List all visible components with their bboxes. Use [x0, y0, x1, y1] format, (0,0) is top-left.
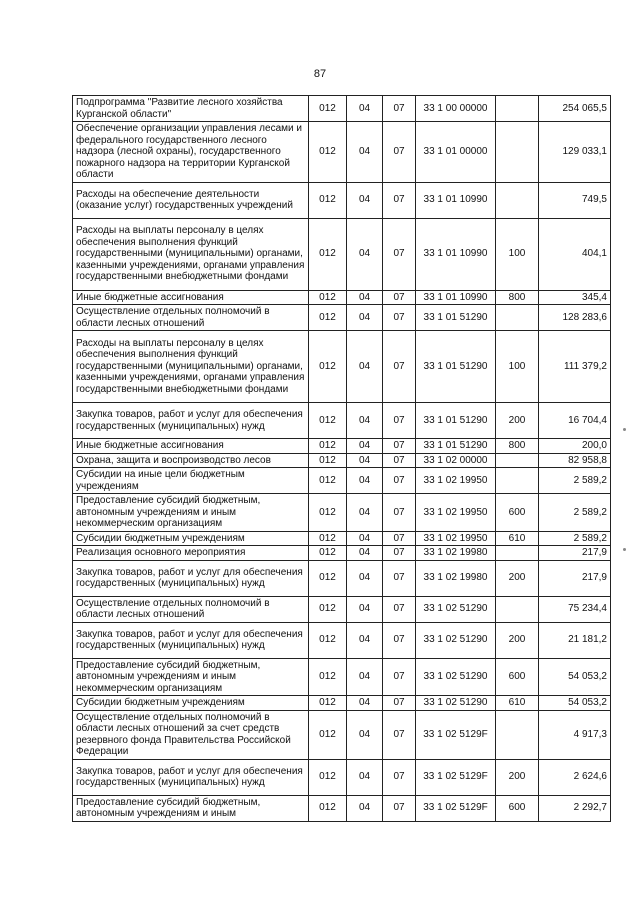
row-expense-type: [496, 122, 539, 183]
row-section: 04: [347, 560, 383, 596]
table-row: [73, 331, 611, 403]
row-expense-type: 610: [496, 696, 539, 711]
table-row: [73, 596, 611, 622]
row-expense-type: 800: [496, 439, 539, 454]
row-subsection: 07: [383, 710, 416, 759]
row-name: Подпрограмма "Развитие лесного хозяйства Курганской области": [73, 96, 309, 122]
row-amount: 2 624,6: [539, 759, 611, 795]
row-target-article: 33 1 01 51290: [416, 305, 496, 331]
row-expense-type: [496, 182, 539, 218]
row-name: Осуществление отдельных полномочий в области лесных отношений: [73, 596, 309, 622]
table-row: [73, 658, 611, 696]
row-subsection: 07: [383, 546, 416, 561]
table-row: [73, 305, 611, 331]
table-row: [73, 494, 611, 532]
row-amount: 217,9: [539, 546, 611, 561]
table-row: [73, 218, 611, 290]
row-target-article: 33 1 02 5129F: [416, 710, 496, 759]
row-section: 04: [347, 331, 383, 403]
table-row: [73, 560, 611, 596]
row-grbs: 012: [309, 290, 347, 305]
row-amount: 82 958,8: [539, 453, 611, 468]
row-grbs: 012: [309, 182, 347, 218]
row-amount: 4 917,3: [539, 710, 611, 759]
row-expense-type: 200: [496, 622, 539, 658]
row-amount: 2 589,2: [539, 468, 611, 494]
row-section: 04: [347, 305, 383, 331]
row-name: Предоставление субсидий бюджетным, автономным учреждениям и иным: [73, 795, 309, 821]
row-grbs: 012: [309, 468, 347, 494]
row-expense-type: 100: [496, 331, 539, 403]
row-target-article: 33 1 02 19950: [416, 531, 496, 546]
table-row: [73, 795, 611, 821]
row-section: 04: [347, 122, 383, 183]
row-target-article: 33 1 02 51290: [416, 696, 496, 711]
row-section: 04: [347, 710, 383, 759]
row-name: Охрана, защита и воспроизводство лесов: [73, 453, 309, 468]
row-target-article: 33 1 01 10990: [416, 290, 496, 305]
row-amount: 404,1: [539, 218, 611, 290]
row-amount: 200,0: [539, 439, 611, 454]
row-subsection: 07: [383, 560, 416, 596]
row-expense-type: 100: [496, 218, 539, 290]
row-expense-type: 610: [496, 531, 539, 546]
row-name: Расходы на выплаты персоналу в целях обеспечения выполнения функций государственными (муниципальными) органами, казенными учреждениями, органами управления государственными внебюджетными фондами: [73, 331, 309, 403]
row-subsection: 07: [383, 218, 416, 290]
row-target-article: 33 1 02 19980: [416, 560, 496, 596]
row-grbs: 012: [309, 696, 347, 711]
row-section: 04: [347, 218, 383, 290]
row-subsection: 07: [383, 290, 416, 305]
row-section: 04: [347, 453, 383, 468]
row-target-article: 33 1 01 51290: [416, 331, 496, 403]
row-expense-type: [496, 305, 539, 331]
budget-table-body: [73, 96, 611, 822]
table-row: [73, 122, 611, 183]
row-section: 04: [347, 546, 383, 561]
row-section: 04: [347, 622, 383, 658]
row-target-article: 33 1 01 10990: [416, 182, 496, 218]
row-grbs: 012: [309, 494, 347, 532]
row-section: 04: [347, 658, 383, 696]
row-section: 04: [347, 439, 383, 454]
row-section: 04: [347, 696, 383, 711]
row-subsection: 07: [383, 453, 416, 468]
row-grbs: 012: [309, 531, 347, 546]
row-amount: 111 379,2: [539, 331, 611, 403]
table-row: [73, 696, 611, 711]
row-name: Расходы на выплаты персоналу в целях обеспечения выполнения функций государственными (муниципальными) органами, казенными учреждениями, органами управления государственными внебюджетными фондами: [73, 218, 309, 290]
row-section: 04: [347, 759, 383, 795]
row-amount: 749,5: [539, 182, 611, 218]
row-expense-type: 200: [496, 560, 539, 596]
table-row: [73, 96, 611, 122]
row-section: 04: [347, 468, 383, 494]
row-grbs: 012: [309, 795, 347, 821]
row-subsection: 07: [383, 122, 416, 183]
row-subsection: 07: [383, 182, 416, 218]
row-expense-type: 200: [496, 759, 539, 795]
row-name: Закупка товаров, работ и услуг для обеспечения государственных (муниципальных) нужд: [73, 622, 309, 658]
row-section: 04: [347, 795, 383, 821]
row-amount: 254 065,5: [539, 96, 611, 122]
row-name: Закупка товаров, работ и услуг для обеспечения государственных (муниципальных) нужд: [73, 759, 309, 795]
row-amount: 21 181,2: [539, 622, 611, 658]
row-section: 04: [347, 494, 383, 532]
row-target-article: 33 1 01 51290: [416, 439, 496, 454]
scan-speck: [623, 428, 626, 431]
row-subsection: 07: [383, 494, 416, 532]
row-subsection: 07: [383, 331, 416, 403]
row-grbs: 012: [309, 560, 347, 596]
row-grbs: 012: [309, 546, 347, 561]
row-target-article: 33 1 02 19950: [416, 494, 496, 532]
row-grbs: 012: [309, 439, 347, 454]
row-name: Иные бюджетные ассигнования: [73, 439, 309, 454]
row-grbs: 012: [309, 658, 347, 696]
row-amount: 2 589,2: [539, 531, 611, 546]
row-subsection: 07: [383, 795, 416, 821]
row-expense-type: [496, 453, 539, 468]
row-target-article: 33 1 00 00000: [416, 96, 496, 122]
row-grbs: 012: [309, 122, 347, 183]
row-name: Закупка товаров, работ и услуг для обеспечения государственных (муниципальных) нужд: [73, 403, 309, 439]
table-row: [73, 290, 611, 305]
row-name: Предоставление субсидий бюджетным, автономным учреждениям и иным некоммерческим организациям: [73, 658, 309, 696]
row-subsection: 07: [383, 96, 416, 122]
row-name: Расходы на обеспечение деятельности (оказание услуг) государственных учреждений: [73, 182, 309, 218]
table-row: [73, 403, 611, 439]
row-grbs: 012: [309, 759, 347, 795]
row-subsection: 07: [383, 596, 416, 622]
row-target-article: 33 1 02 5129F: [416, 759, 496, 795]
table-row: [73, 710, 611, 759]
row-grbs: 012: [309, 622, 347, 658]
row-target-article: 33 1 01 00000: [416, 122, 496, 183]
row-target-article: 33 1 02 51290: [416, 596, 496, 622]
row-subsection: 07: [383, 531, 416, 546]
row-expense-type: [496, 710, 539, 759]
row-amount: 75 234,4: [539, 596, 611, 622]
row-amount: 217,9: [539, 560, 611, 596]
row-subsection: 07: [383, 439, 416, 454]
row-subsection: 07: [383, 696, 416, 711]
table-row: [73, 468, 611, 494]
row-grbs: 012: [309, 596, 347, 622]
row-grbs: 012: [309, 403, 347, 439]
row-target-article: 33 1 02 5129F: [416, 795, 496, 821]
row-section: 04: [347, 596, 383, 622]
row-expense-type: 200: [496, 403, 539, 439]
row-expense-type: [496, 468, 539, 494]
row-target-article: 33 1 02 19950: [416, 468, 496, 494]
table-row: [73, 453, 611, 468]
table-row: [73, 439, 611, 454]
row-name: Иные бюджетные ассигнования: [73, 290, 309, 305]
row-section: 04: [347, 403, 383, 439]
row-section: 04: [347, 290, 383, 305]
row-name: Обеспечение организации управления лесами и федерального государственного лесного надзора (лесной охраны), государственного пожарного надзора на территории Курганской области: [73, 122, 309, 183]
row-grbs: 012: [309, 453, 347, 468]
row-expense-type: [496, 596, 539, 622]
row-grbs: 012: [309, 96, 347, 122]
row-expense-type: 600: [496, 494, 539, 532]
row-subsection: 07: [383, 622, 416, 658]
row-subsection: 07: [383, 658, 416, 696]
row-grbs: 012: [309, 305, 347, 331]
row-subsection: 07: [383, 759, 416, 795]
row-amount: 54 053,2: [539, 658, 611, 696]
row-name: Субсидии бюджетным учреждениям: [73, 531, 309, 546]
row-expense-type: [496, 96, 539, 122]
row-amount: 54 053,2: [539, 696, 611, 711]
row-name: Субсидии на иные цели бюджетным учреждениям: [73, 468, 309, 494]
budget-table: [72, 95, 611, 822]
row-amount: 16 704,4: [539, 403, 611, 439]
row-target-article: 33 1 02 51290: [416, 658, 496, 696]
table-row: [73, 182, 611, 218]
row-subsection: 07: [383, 305, 416, 331]
row-section: 04: [347, 182, 383, 218]
row-name: Реализация основного мероприятия: [73, 546, 309, 561]
row-subsection: 07: [383, 403, 416, 439]
table-row: [73, 622, 611, 658]
row-target-article: 33 1 02 19980: [416, 546, 496, 561]
row-expense-type: 800: [496, 290, 539, 305]
scan-speck: [623, 548, 626, 551]
row-name: Предоставление субсидий бюджетным, автономным учреждениям и иным некоммерческим организациям: [73, 494, 309, 532]
row-section: 04: [347, 531, 383, 546]
row-target-article: 33 1 02 51290: [416, 622, 496, 658]
row-expense-type: [496, 546, 539, 561]
table-row: [73, 531, 611, 546]
table-row: [73, 546, 611, 561]
row-amount: 2 292,7: [539, 795, 611, 821]
row-amount: 2 589,2: [539, 494, 611, 532]
row-amount: 345,4: [539, 290, 611, 305]
row-section: 04: [347, 96, 383, 122]
row-target-article: 33 1 01 10990: [416, 218, 496, 290]
row-grbs: 012: [309, 218, 347, 290]
row-expense-type: 600: [496, 795, 539, 821]
page-number: 87: [313, 68, 327, 80]
row-expense-type: 600: [496, 658, 539, 696]
row-amount: 128 283,6: [539, 305, 611, 331]
row-name: Закупка товаров, работ и услуг для обеспечения государственных (муниципальных) нужд: [73, 560, 309, 596]
table-row: [73, 759, 611, 795]
row-name: Осуществление отдельных полномочий в области лесных отношений: [73, 305, 309, 331]
row-amount: 129 033,1: [539, 122, 611, 183]
row-target-article: 33 1 02 00000: [416, 453, 496, 468]
row-subsection: 07: [383, 468, 416, 494]
row-grbs: 012: [309, 710, 347, 759]
row-target-article: 33 1 01 51290: [416, 403, 496, 439]
row-name: Субсидии бюджетным учреждениям: [73, 696, 309, 711]
row-grbs: 012: [309, 331, 347, 403]
row-name: Осуществление отдельных полномочий в области лесных отношений за счет средств резервного фонда Правительства Российской Федерации: [73, 710, 309, 759]
